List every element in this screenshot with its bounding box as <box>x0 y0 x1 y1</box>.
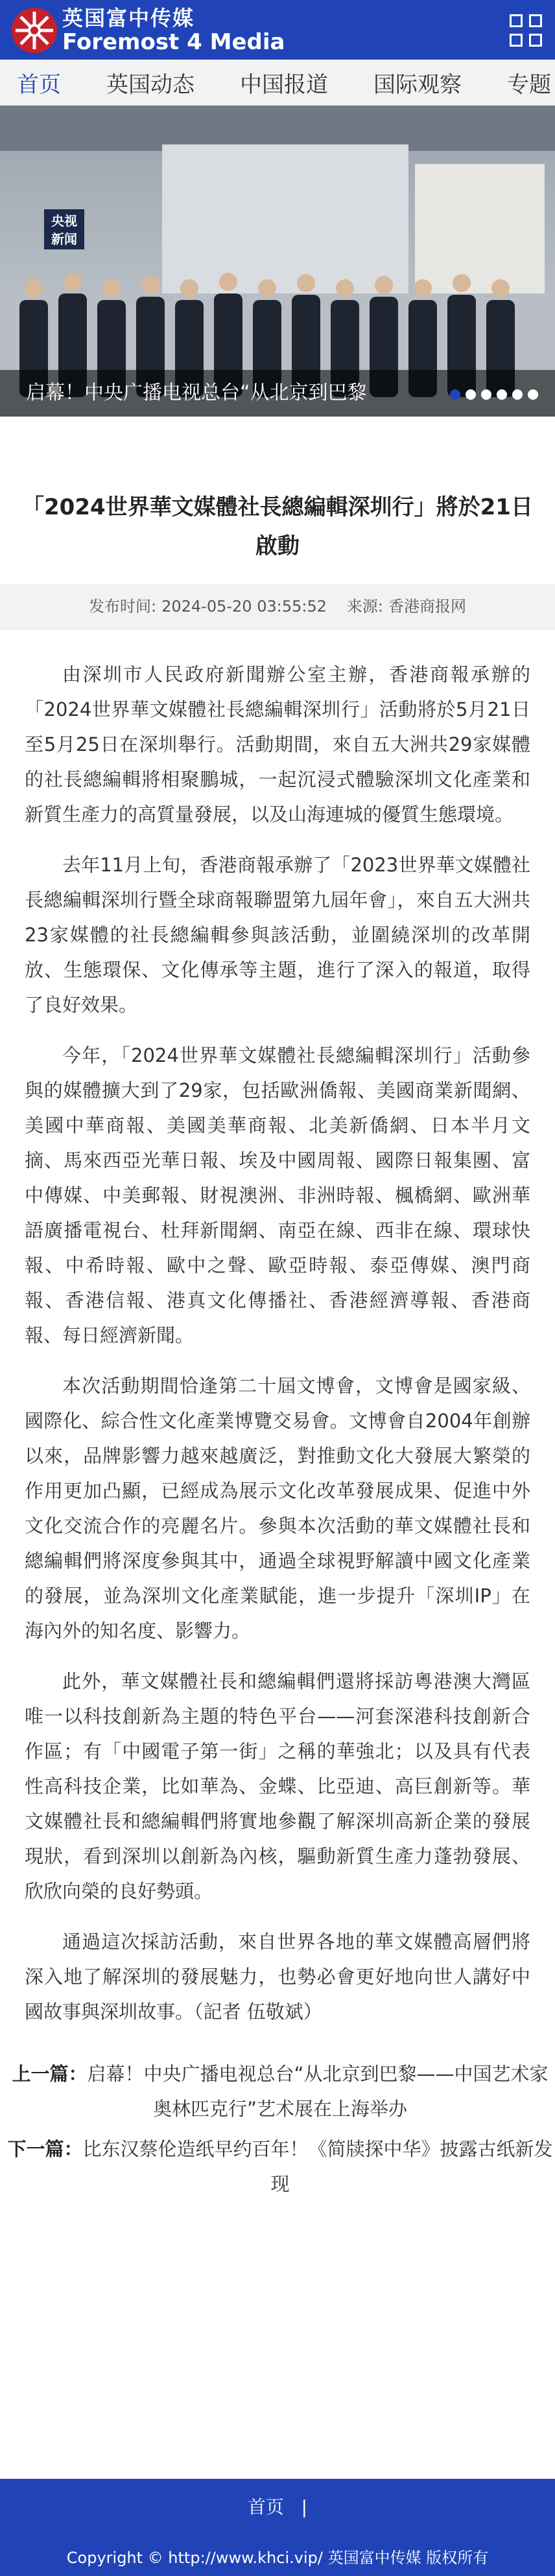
slider-dot[interactable] <box>481 389 491 400</box>
slider-dot[interactable] <box>466 389 476 400</box>
article-title: 「2024世界華文媒體社長總編輯深圳行」將於21日啟動 <box>22 494 533 559</box>
article-source: 香港商报网 <box>388 597 466 615</box>
article-meta <box>0 584 555 630</box>
nav-item-home[interactable]: 首页 <box>17 71 61 98</box>
logo-english-name: Foremost 4 Media <box>62 29 285 55</box>
article-body <box>0 630 555 2029</box>
prev-article-link[interactable]: 启幕！中央广播电视总台“从北京到巴黎——中国艺术家奥林匹克行”艺术展在上海举办 <box>87 2063 549 2120</box>
publish-time: 2024-05-20 03:55:52 <box>161 597 327 615</box>
article-paragraph: 去年11月上旬，香港商報承辦了「2023世界華文媒體社長總編輯深圳行暨全球商報聯盟第九屆年會」，來自五大洲共23家媒體的社長總編輯參與該活動，並圍繞深圳的改革開放、生態環保、文化傳承等主題，進行了深入的報道，取得了良好效果。 <box>25 854 530 1016</box>
logo-chinese-name: 英国富中传媒 <box>62 6 195 30</box>
slider-caption[interactable]: 启幕！中央广播电视总台“从北京到巴黎 <box>0 370 555 417</box>
site-footer <box>0 2479 555 2576</box>
next-label: 下一篇： <box>7 2138 83 2160</box>
source-label: 来源: <box>346 597 383 615</box>
slider-dot[interactable] <box>497 389 507 400</box>
footer-separator: | <box>301 2496 308 2518</box>
publish-time-label: 发布时间: <box>89 597 157 615</box>
nav-item-china-reports[interactable]: 中国报道 <box>240 71 328 98</box>
article-paragraph: 此外，華文媒體社長和總編輯們還將採訪粵港澳大灣區唯一以科技創新為主題的特色平台——河套深港科技創新合作區；有「中國電子第一街」之稱的華強北；以及具有代表性高科技企業，比如華為、金蝶、比亞迪、高巨創新等。華文媒體社長和總編輯們將實地參觀了解深圳高新企業的發展現狀，看到深圳以創新為內核，驅動新質生產力蓬勃發展、欣欣向榮的良好勢頭。 <box>25 1670 530 1902</box>
next-article-link[interactable]: 比东汉蔡伦造纸早约百年！《简牍探中华》披露古纸新发现 <box>82 2138 553 2195</box>
next-article <box>5 2132 555 2202</box>
slider-dots <box>445 389 538 400</box>
slider-dot[interactable] <box>512 389 523 400</box>
photo-slider[interactable] <box>0 106 555 417</box>
nav-item-special[interactable]: 专题 <box>507 71 551 98</box>
nav-item-uk-news[interactable]: 英国动态 <box>106 71 195 98</box>
grid-menu-icon[interactable] <box>510 14 542 47</box>
article-paragraph: 今年，「2024世界華文媒體社長總編輯深圳行」活動參與的媒體擴大到了29家，包括歐洲僑報、美國商業新聞網、美國中華商報、美國美華商報、北美新僑網、日本半月文摘、馬來西亞光華日報、埃及中國周報、國際日報集團、富中傳媒、中美郵報、財視澳洲、非洲時報、楓橋網、歐洲華語廣播電視台、杜拜新聞網、南亞在線、西非在線、環球快報、中希時報、歐中之聲、歐亞時報、泰亞傳媒、澳門商報、香港信報、港真文化傳播社、香港經濟導報、香港商報、每日經濟新聞。 <box>25 1044 530 1346</box>
prev-next-links <box>0 2045 555 2202</box>
logo-emblem-icon <box>12 8 57 53</box>
site-logo[interactable] <box>12 8 285 53</box>
slider-dot[interactable] <box>450 389 460 400</box>
footer-home-link[interactable]: 首页 <box>247 2496 284 2518</box>
prev-article <box>5 2056 555 2126</box>
cctv-news-badge: 央视 新闻 <box>44 209 84 249</box>
article-paragraph: 通過這次採訪活動，來自世界各地的華文媒體高層們將深入地了解深圳的發展魅力，也勢必會更好地向世人講好中國故事與深圳故事。（記者 伍敬斌） <box>25 1931 530 2023</box>
prev-label: 上一篇： <box>12 2063 88 2085</box>
site-header <box>0 0 555 60</box>
slider-dot[interactable] <box>528 389 538 400</box>
article-paragraph: 由深圳市人民政府新聞辦公室主辦，香港商報承辦的「2024世界華文媒體社長總編輯深圳行」活動將於5月21日至5月25日在深圳舉行。活動期間，來自五大洲共29家媒體的社長總編輯將相聚鵬城，一起沉浸式體驗深圳文化產業和新質生產力的高質量發展，以及山海連城的優質生態環境。 <box>25 663 530 825</box>
article-paragraph: 本次活動期間恰逢第二十屆文博會，文博會是國家級、國際化、綜合性文化產業博覽交易會。文博會自2004年創辦以來，品牌影響力越來越廣泛，對推動文化大發展大繁榮的作用更加凸顯，已經成為展示文化改革發展成果、促進中外文化交流合作的亮麗名片。參與本次活動的華文媒體社長和總編輯們將深度參與其中，通過全球視野解讀中國文化產業的發展，並為深圳文化產業賦能，進一步提升「深圳IP」在海內外的知名度、影響力。 <box>25 1375 530 1642</box>
footer-copyright: Copyright © http://www.khci.vip/ 英国富中传媒 版权所有 <box>66 2549 489 2567</box>
main-nav <box>0 60 555 106</box>
nav-item-international[interactable]: 国际观察 <box>373 71 462 98</box>
